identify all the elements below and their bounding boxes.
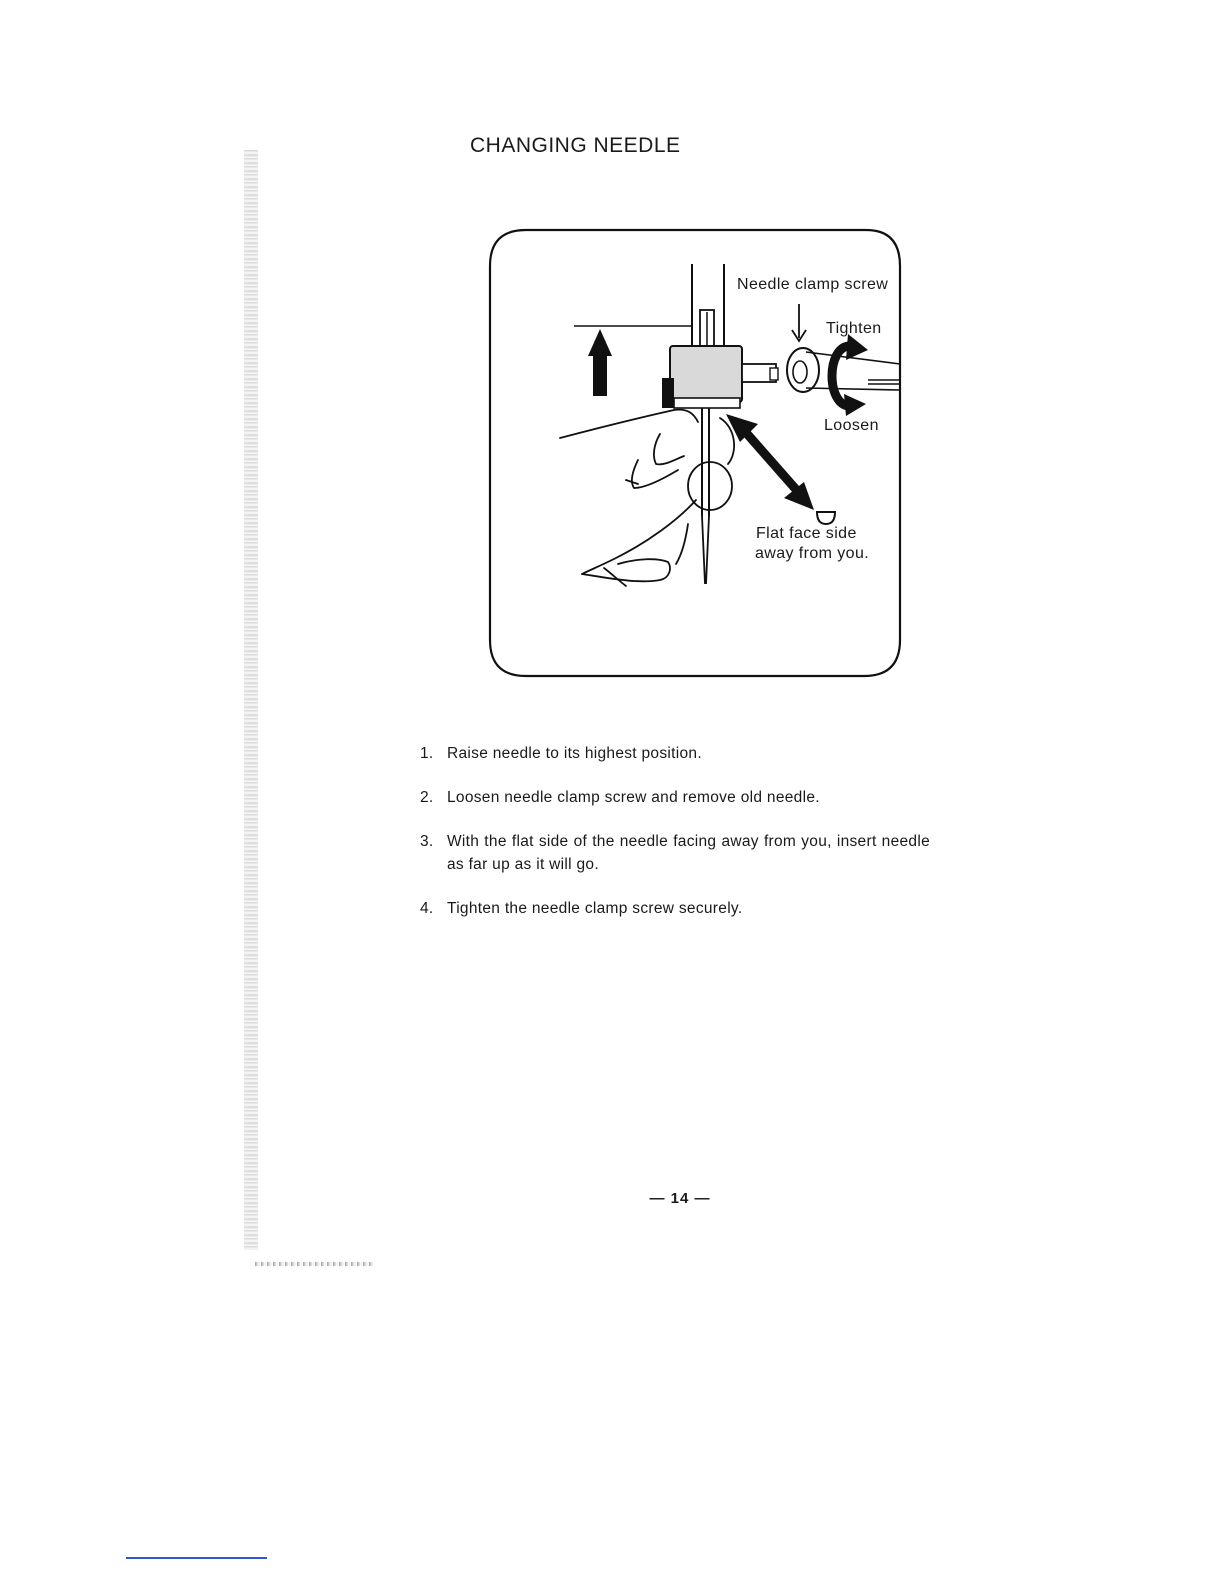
label-needle-clamp-screw: Needle clamp screw — [737, 276, 889, 293]
illustration-drawing — [488, 228, 902, 680]
step-text: Loosen needle clamp screw and remove old needle. — [447, 789, 820, 806]
bottom-rule — [126, 1557, 267, 1559]
label-loosen: Loosen — [824, 417, 879, 434]
step-item — [420, 897, 930, 920]
screw-pointer-arrow — [792, 304, 806, 341]
step-text: Raise needle to its highest position. — [447, 745, 702, 762]
scan-edge-shadow — [244, 150, 258, 1250]
step-number: 1. — [420, 745, 434, 762]
insert-direction-arrow — [726, 414, 814, 510]
scan-bottom-shadow — [255, 1262, 375, 1266]
page-number: — 14 — — [649, 1190, 711, 1207]
step-text: Tighten the needle clamp screw securely. — [447, 900, 743, 917]
flat-side-symbol — [817, 512, 835, 524]
step-text: With the flat side of the needle facing away from you, insert needle as far up as it will go. — [447, 833, 930, 873]
needle-change-illustration — [488, 228, 902, 680]
figure-frame — [490, 230, 900, 676]
hand-drawing — [560, 410, 734, 586]
label-flat-face-line1: Flat face side — [756, 525, 857, 542]
step-item — [420, 830, 930, 876]
needle — [702, 408, 709, 584]
raise-up-arrow — [588, 329, 612, 396]
page-title: CHANGING NEEDLE — [470, 134, 681, 157]
step-item — [420, 742, 930, 765]
needle-clamp — [662, 346, 778, 408]
label-flat-face-line2: away from you. — [755, 545, 870, 562]
clamp-screw-head — [787, 348, 900, 392]
rotation-arrow — [832, 334, 868, 416]
instruction-steps — [420, 742, 930, 920]
step-item — [420, 786, 930, 809]
step-number: 4. — [420, 900, 434, 917]
step-number: 2. — [420, 789, 434, 806]
step-number: 3. — [420, 833, 434, 850]
label-tighten: Tighten — [826, 320, 882, 337]
